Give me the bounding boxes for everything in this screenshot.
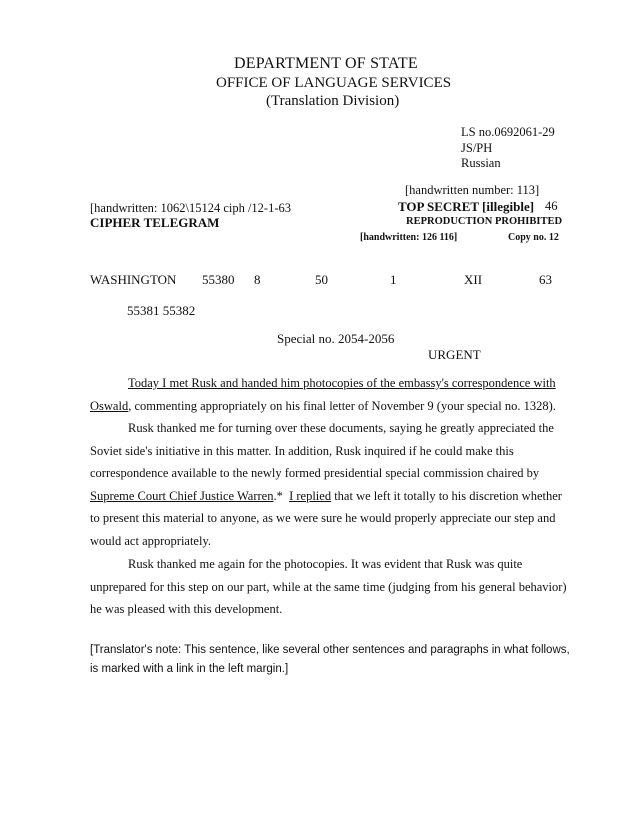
- extra-telegram-numbers: 55381 55382: [127, 303, 196, 318]
- translator-note: [Translator's note: This sentence, like several other sentences and paragraphs in what follows, is marked with a link in the left margin.]: [90, 644, 570, 675]
- department-title: DEPARTMENT OF STATE: [234, 55, 418, 72]
- copy-number: Copy no. 12: [508, 232, 559, 243]
- language: Russian: [461, 156, 501, 170]
- p2-text-b: .*: [273, 488, 290, 503]
- p2-text-c: that we left it totally to his discretion whether to present this material to anyone, as we were sure he would properly appreciate our step and would act appropriately.: [90, 488, 562, 548]
- p1-oswald: Oswald: [90, 398, 129, 413]
- telegram-city: WASHINGTON: [90, 272, 177, 287]
- p2-warren: Supreme Court Chief Justice Warren: [90, 488, 274, 503]
- handwritten-number: [handwritten number: 113]: [405, 183, 540, 197]
- telegram-number-3: 50: [315, 272, 328, 287]
- reproduction-prohibited: REPRODUCTION PROHIBITED: [406, 216, 563, 227]
- telegram-number-1: 55380: [202, 272, 235, 287]
- handwritten-copy: [handwritten: 126 116]: [360, 232, 458, 243]
- p3-text: Rusk thanked me again for the photocopies. It was evident that Rusk was quite unprepared for this step on our part, while at the same time (judging from his general behavior) he was pleased with this development.: [90, 557, 567, 616]
- telegram-number-6: 63: [539, 272, 552, 287]
- handwritten-cipher-ref: [handwritten: 1062\15124 ciph /12-1-63: [90, 201, 292, 215]
- p1-underlined: Today I met Rusk and handed him photocopies of the embassy's correspondence with: [128, 376, 556, 390]
- paragraph-3: [90, 553, 572, 621]
- telegram-number-5: XII: [464, 272, 483, 287]
- ls-number: LS no.0692061-29: [461, 125, 555, 139]
- p2-replied: I replied: [289, 488, 332, 503]
- top-secret-label: TOP SECRET [illegible]: [398, 199, 535, 214]
- urgent-label: URGENT: [428, 347, 481, 362]
- paragraph-2: [90, 417, 572, 552]
- p1-rest: , commenting appropriately on his final letter of November 9 (your special no. 1328).: [128, 398, 556, 413]
- special-number: Special no. 2054-2056: [277, 331, 395, 346]
- telegram-number-4: 1: [390, 272, 397, 287]
- page-number: 46: [545, 199, 558, 213]
- division-title: (Translation Division): [266, 93, 400, 109]
- initials: JS/PH: [461, 141, 493, 155]
- office-title: OFFICE OF LANGUAGE SERVICES: [216, 75, 452, 91]
- p2-text-a: Rusk thanked me for turning over these documents, saying he greatly appreciated the Soviet side's initiative in this matter. In addition, Rusk inquired if he could make this correspondence available to the newly formed presidential special commission chaired by: [90, 421, 554, 480]
- telegram-number-2: 8: [254, 272, 261, 287]
- cipher-telegram-label: CIPHER TELEGRAM: [90, 215, 220, 230]
- paragraph-1: [90, 372, 572, 417]
